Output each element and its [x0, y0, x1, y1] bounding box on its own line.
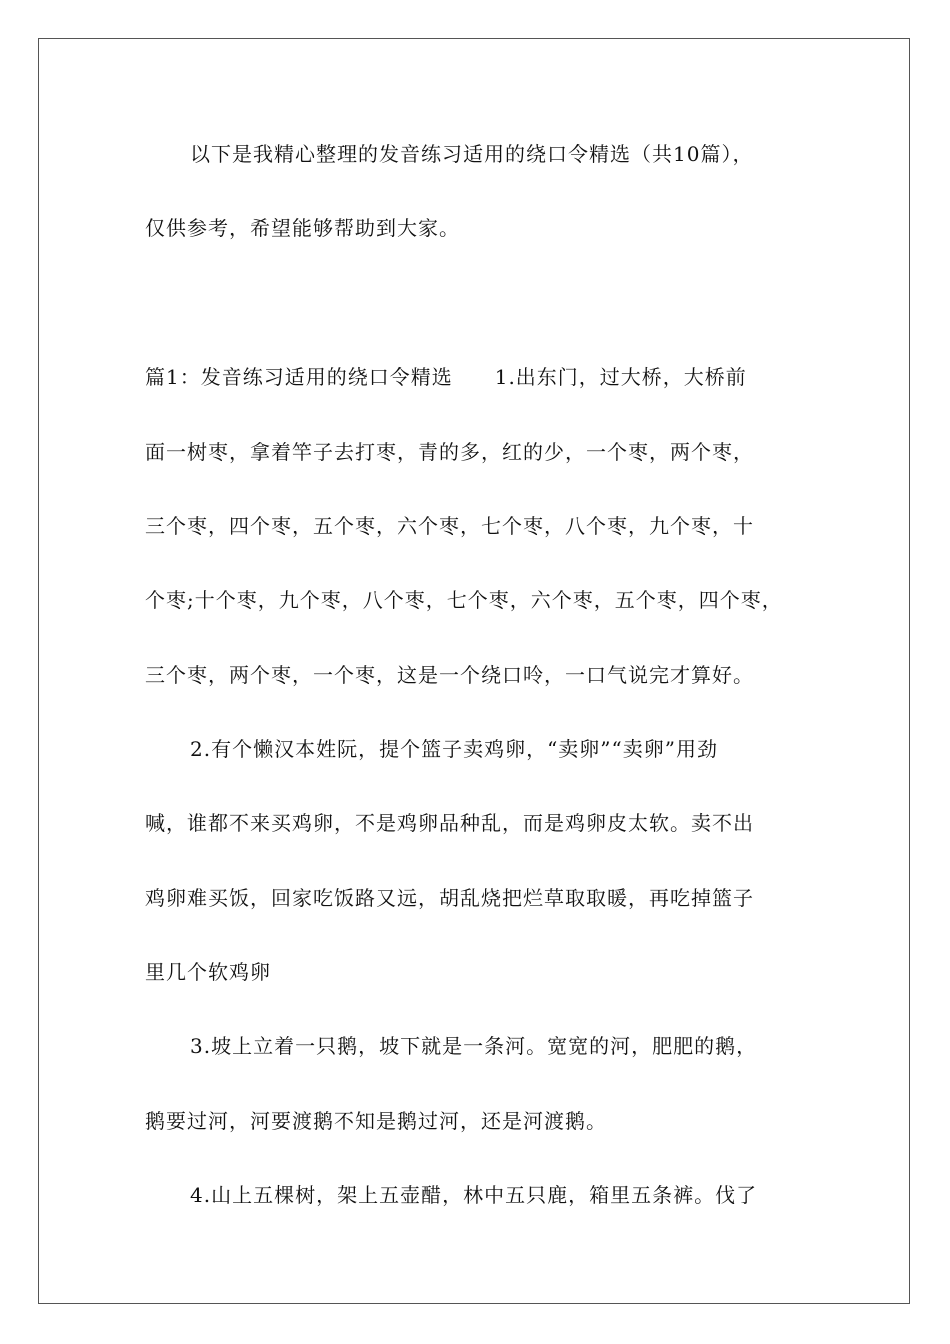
- body-line: 里几个软鸡卵: [145, 960, 271, 984]
- intro-line-1: 以下是我精心整理的发音练习适用的绕口令精选（共10篇），: [190, 142, 754, 166]
- body-line: 三个枣，四个枣，五个枣，六个枣，七个枣，八个枣，九个枣，十: [145, 514, 754, 538]
- body-line: 鹅要过河，河要渡鹅不知是鹅过河，还是河渡鹅。: [145, 1109, 607, 1133]
- body-line: 喊，谁都不来买鸡卵，不是鸡卵品种乱，而是鸡卵皮太软。卖不出: [145, 811, 754, 835]
- section-heading-line: 篇1：发音练习适用的绕口令精选 1.出东门，过大桥，大桥前: [145, 365, 747, 389]
- body-line: 鸡卵难买饭，回家吃饭路又远，胡乱烧把烂草取取暖，再吃掉篮子: [145, 886, 754, 910]
- item-2-line-1: 2.有个懒汉本姓阮，提个篮子卖鸡卵，“卖卵”“卖卵”用劲: [190, 737, 718, 761]
- body-line: 面一树枣，拿着竿子去打枣，青的多，红的少，一个枣，两个枣，: [145, 440, 754, 464]
- body-line: 个枣;十个枣，九个枣，八个枣，七个枣，六个枣，五个枣，四个枣，: [145, 588, 783, 612]
- intro-line-2: 仅供参考，希望能够帮助到大家。: [145, 216, 460, 240]
- body-line: 三个枣，两个枣，一个枣，这是一个绕口呤，一口气说完才算好。: [145, 663, 754, 687]
- item-4-line-1: 4.山上五棵树，架上五壶醋，林中五只鹿，箱里五条裤。伐了: [190, 1183, 758, 1207]
- item-3-line-1: 3.坡上立着一只鹅，坡下就是一条河。宽宽的河，肥肥的鹅，: [190, 1034, 758, 1058]
